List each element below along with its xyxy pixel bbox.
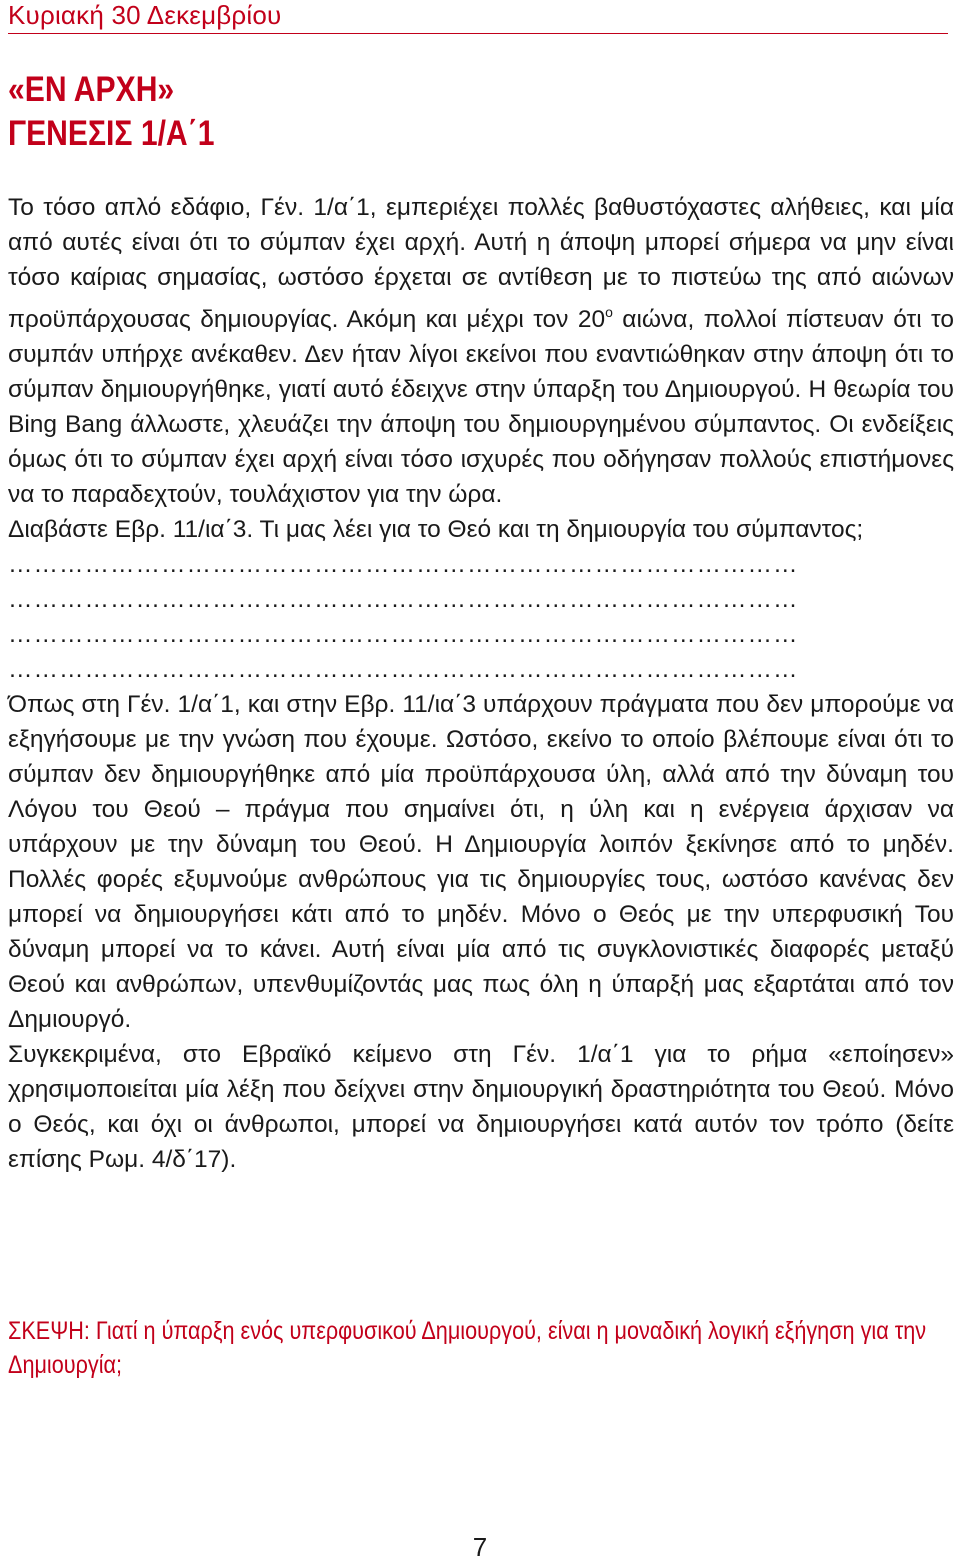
page-title bbox=[8, 68, 214, 156]
reflection-question: ΣΚΕΨΗ: Γιατί η ύπαρξη ενός υπερφυσικού Δημιουργού, είναι η μοναδική λογική εξήγηση για την Δημιουργία; bbox=[8, 1317, 927, 1379]
header-divider bbox=[8, 33, 948, 34]
page-number bbox=[0, 1532, 960, 1562]
superscript-ordinal: ο bbox=[605, 304, 613, 320]
answer-line-1: ………………………………………………………………………………… bbox=[8, 551, 799, 578]
paragraph-intro bbox=[8, 190, 954, 512]
paragraph-intro-part2: αιώνα, πολλοί πίστευαν ότι το συμπάν υπήρχε ανέκαθεν. Δεν ήταν λίγοι εκείνοι που εναντιώθηκαν στην άποψη ότι το σύμπαν δημιουργήθηκε, γιατί αυτό έδειχνε στην ύπαρξη του Δημιουργού. Η θεωρία του Bing Bang άλλωστε, χλευάζει την άποψη του δημιουργημένου σύμπαντος. Οι ενδείξεις όμως ότι το σύμπαν έχει αρχή είναι τόσο ισχυρές που οδήγησαν πολλούς επιστήμονες να το παραδεχτούν, τουλάχιστον για την ώρα. bbox=[8, 306, 954, 508]
answer-line-3: ………………………………………………………………………………… bbox=[8, 621, 799, 648]
answer-line-4: ………………………………………………………………………………… bbox=[8, 656, 799, 683]
header-date: Κυριακή 30 Δεκεμβρίου bbox=[8, 0, 282, 30]
paragraph-question: Διαβάστε Εβρ. 11/ια΄3. Τι μας λέει για το Θεό και τη δημιουργία του σύμπαντος; bbox=[8, 516, 864, 543]
paragraph-explanation: Όπως στη Γέν. 1/α΄1, και στην Εβρ. 11/ια΄3 υπάρχουν πράγματα που δεν μπορούμε να εξηγήσουμε με την γνώση που έχουμε. Ωστόσο, εκείνο το οποίο βλέπουμε είναι ότι το σύμπαν δεν δημιουργήθηκε από μία προϋπάρχουσα ύλη, αλλά από την δύναμη του Λόγου του Θεού – πράγμα που σημαίνει ότι, η ύλη και η ενέργεια άρχισαν να υπάρχουν με την δύναμη του Θεού. Η Δημιουργία λοιπόν ξεκίνησε από το μηδέν. Πολλές φορές εξυμνούμε ανθρώπους για τις δημιουργίες τους, ωστόσο κανένας δεν μπορεί να δημιουργήσει κάτι από το μηδέν. Μόνο ο Θεός με την υπερφυσική Του δύναμη μπορεί να το κάνει. Αυτή είναι μία από τις συγκλονιστικές διαφορές μεταξύ Θεού και ανθρώπων, υπενθυμίζοντάς μας πως όλη η ύπαρξή μας εξαρτάται από τον Δημιουργό. bbox=[8, 691, 954, 1033]
article-body bbox=[8, 190, 954, 1177]
answer-line-2: ………………………………………………………………………………… bbox=[8, 586, 799, 613]
paragraph-hebrew-text: Συγκεκριμένα, στο Εβραϊκό κείμενο στη Γέν. 1/α΄1 για το ρήμα «εποίησεν» χρησιμοποιείται μία λέξη που δείχνει στην δημιουργική δραστηριότητα του Θεού. Μόνο ο Θεός, και όχι οι άνθρωποι, μπορεί να δημιουργήσει κατά αυτόν τον τρόπο (δείτε επίσης Ρωμ. 4/δ΄17). bbox=[8, 1041, 954, 1173]
paragraph-intro-part1: Το τόσο απλό εδάφιο, Γέν. 1/α΄1, εμπεριέχει πολλές βαθυστόχαστες αλήθειες, και μία από αυτές είναι ότι το σύμπαν έχει αρχή. Αυτή η άποψη μπορεί σήμερα να μην είναι τόσο καίριας σημασίας, ωστόσο έρχεται σε αντίθεση με το πιστεύω της από αιώνων προϋπάρχουσας δημιουργίας. Ακόμη και μέχρι τον 20 bbox=[8, 194, 954, 333]
page-number-value: 7 bbox=[472, 1532, 488, 1562]
title-line-1: «ΕΝ ΑΡΧΗ» bbox=[8, 70, 175, 109]
title-line-2: ΓΕΝΕΣΙΣ 1/Α΄1 bbox=[8, 114, 215, 153]
